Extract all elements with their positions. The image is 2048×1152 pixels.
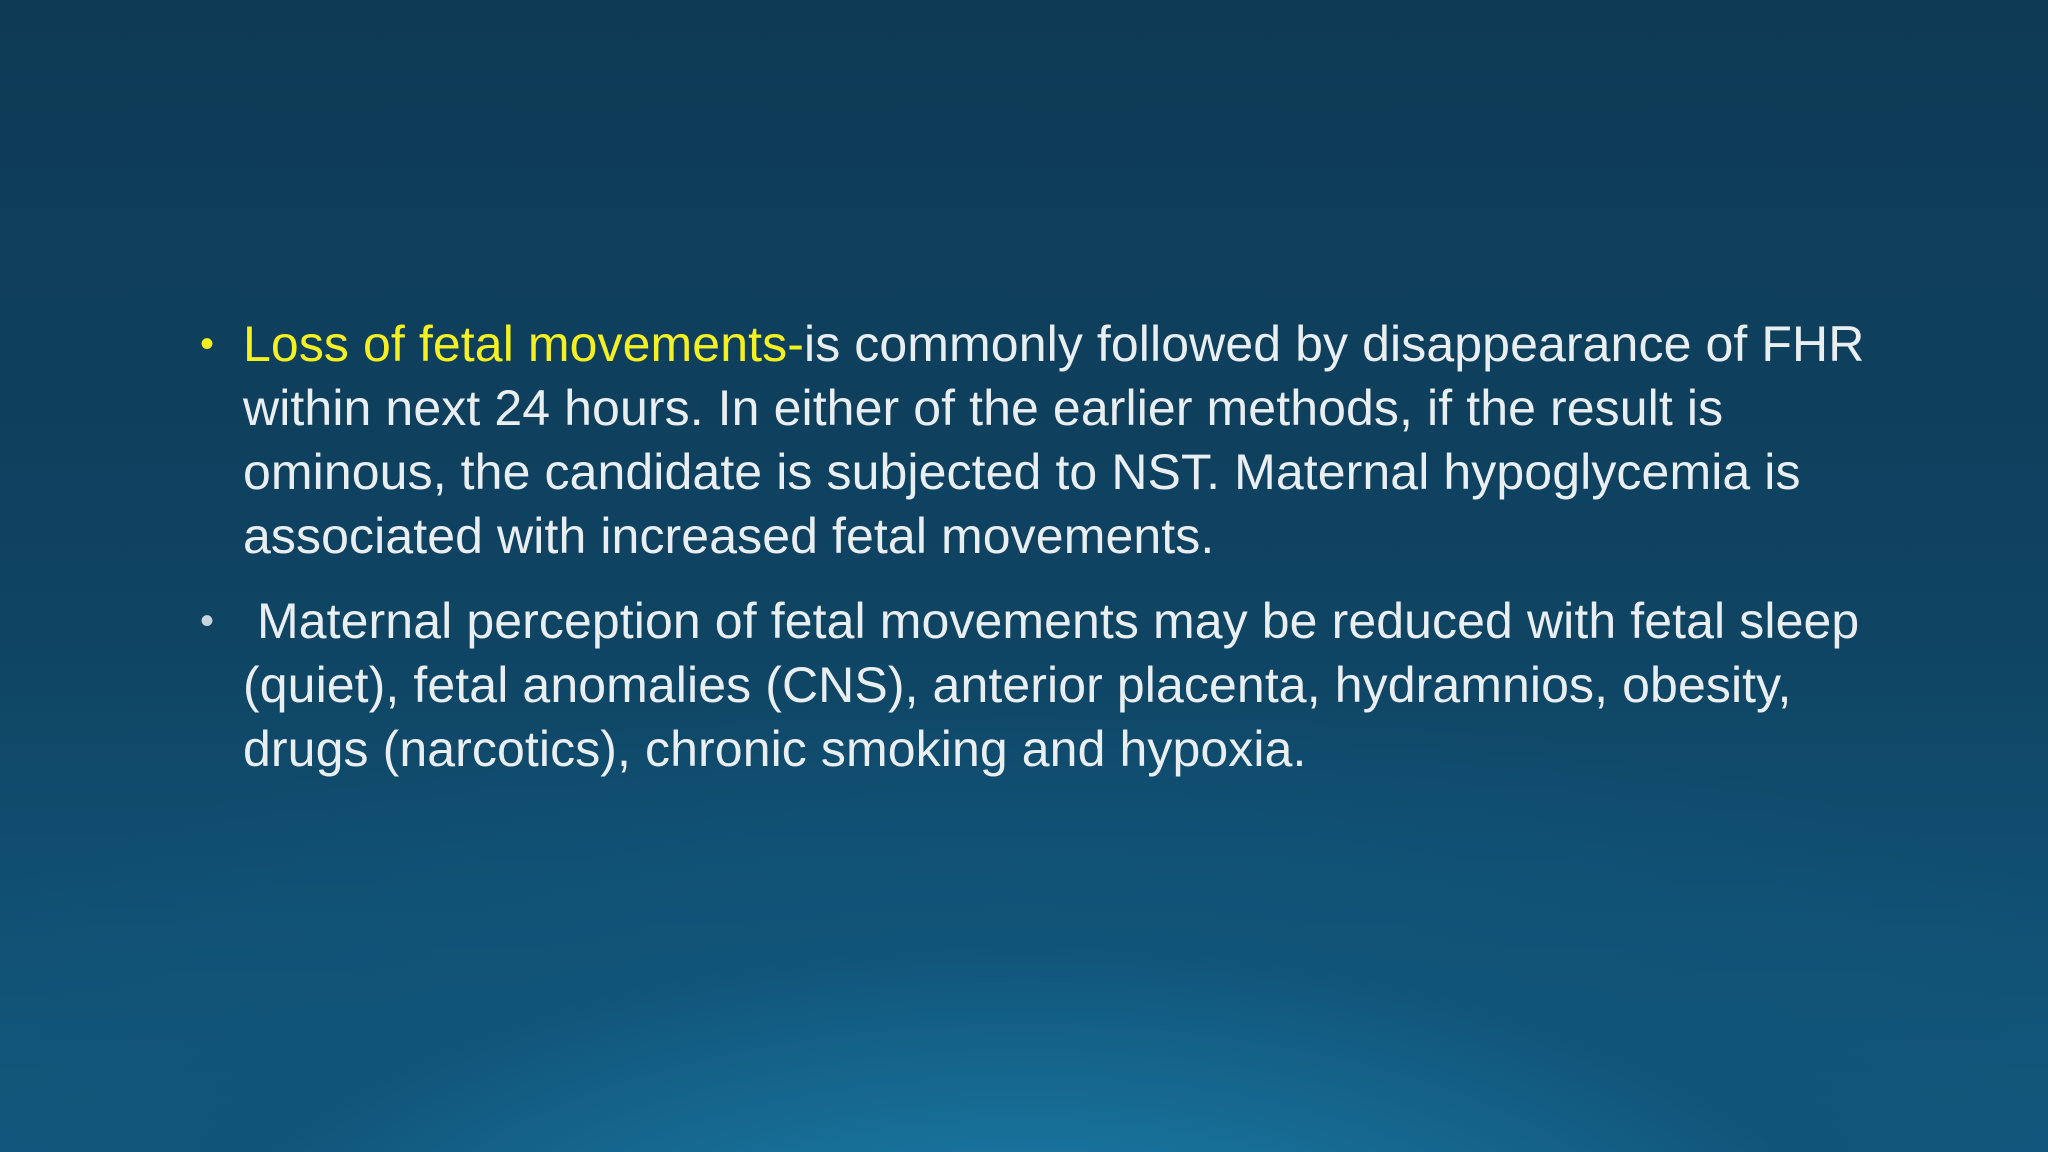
bullet-body-text: is commonly followed by disappearance of FHR within next 24 hours. In either of the earlier methods, if the result is ominous, the candidate is subjected to NST. Maternal hypoglycemia is associated with increased fetal movements. <box>243 316 1865 564</box>
bullet-item-fetal-movement-loss <box>200 312 1900 568</box>
bullet-highlight-text: Loss of fetal movements- <box>243 316 804 372</box>
bullet-list <box>200 312 1900 781</box>
bullet-dot-icon: • <box>200 599 215 643</box>
bullet-body-text: Maternal perception of fetal movements may be reduced with fetal sleep (quiet), fetal anomalies (CNS), anterior placenta, hydramnios, obesity, drugs (narcotics), chronic smoking and hypoxia. <box>243 593 1874 777</box>
bullet-dot-icon: • <box>200 322 215 366</box>
bullet-item-maternal-perception <box>200 589 1900 781</box>
